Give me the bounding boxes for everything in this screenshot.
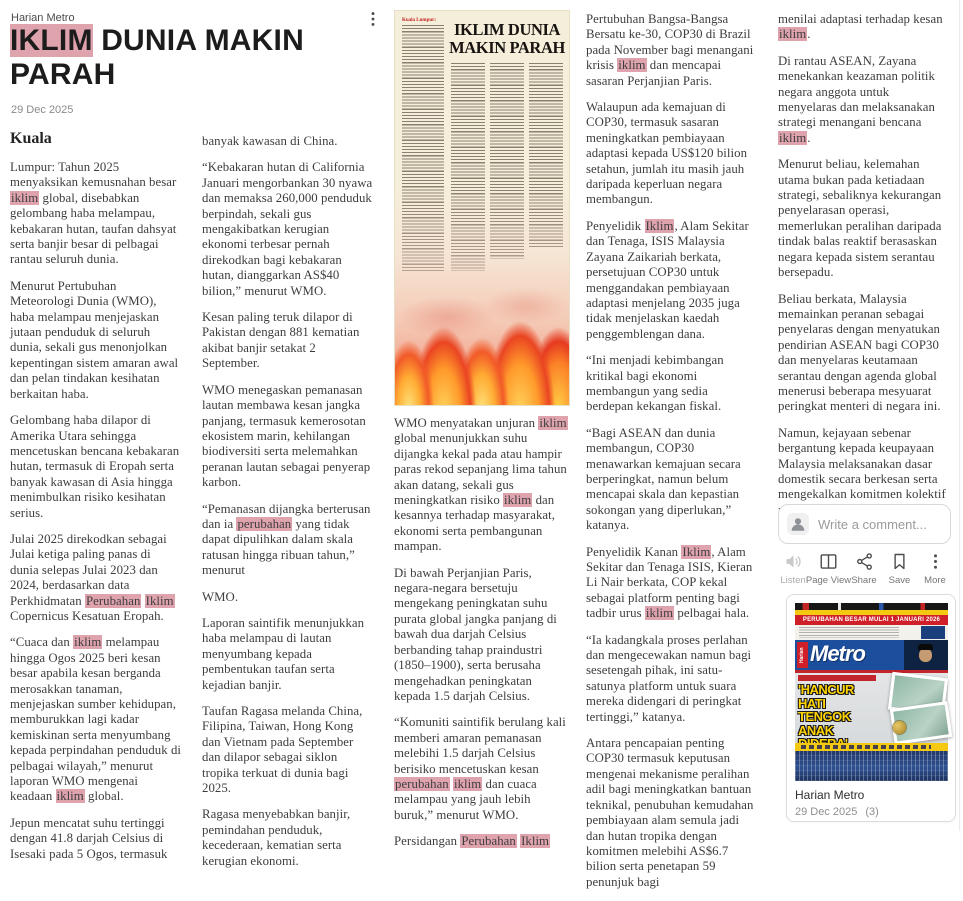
article-column-5 [778,12,950,529]
kebab-icon [925,551,946,572]
more-button[interactable] [918,551,952,586]
cover-red-banner: PERUBAHAN BESAR MULAI 1 JANUARI 2026 [795,615,948,625]
page-view-button[interactable] [805,551,852,586]
article-paragraph: Walaupun ada kemajuan di COP30, termasuk sasaran meningkatkan pembiayaan adaptasi kepada US$120 bilion setahun, jumlah itu masih jauh daripada keperluan negara membangun. [586,100,748,207]
article-column-4 [586,12,758,901]
cover-masthead-vertical-label: Harian [797,642,808,668]
article-column-3 [394,10,570,861]
kebab-menu-icon [363,17,383,32]
cover-headline: 'HANCUR HATI TENGOK ANAK [798,682,854,738]
highlighted-term: perubahan [237,516,292,531]
article-paragraph: Kesan paling teruk dilapor di Pakistan dengan 881 kematian akibat banjir setakat 2 September. [202,310,360,371]
highlighted-term: iklim [618,58,646,73]
pageview-icon [818,551,839,572]
publication-card[interactable] [786,594,956,822]
comment-input[interactable] [818,517,942,532]
speaker-icon [783,551,804,572]
article-paragraph: Pertubuhan Bangsa-Bangsa Bersatu ke-30, COP30 di Brazil pada November bagi menangani krisis iklim dan mencapai sasaran Perjanjian Paris. [586,12,754,88]
newspaper-cover-thumbnail[interactable] [795,603,948,781]
action-label: Save [888,575,911,586]
article-paragraph: Namun, kejayaan sebenar bergantung kepada keupayaan Malaysia melaksanakan dasar domestik secara berkesan serta mengekalkan komitmen kolektif [778,425,946,502]
highlighted-term: Iklim [145,593,174,608]
cover-yellow-strip-2 [795,743,948,751]
article-paragraph: “Komuniti saintifik berulang kali memberi amaran pemanasan melebihi 1.5 darjah Celsius berisiko mencetuskan kesan perubahan iklim dan cuaca melampau yang jauh lebih buruk,” menurut WMO. [394,715,566,822]
article-paragraph: Taufan Ragasa melanda China, Filipina, Taiwan, Hong Kong dan Vietnam pada September dan dilapor sebagai siklon tropika terkuat di dunia bagi 2025. [202,704,363,796]
article-paragraph: Beliau berkata, Malaysia memainkan peranan sebagai penyelaras dengan menyatukan pendirian ASEAN bagi COP30 dan menyelaras keutamaan serantau dengan agenda global menerusi beberapa mesyuarat peringkat menteri di negara ini. [778,291,941,414]
highlighted-term: iklim [645,606,674,621]
article-paragraph: “Pemanasan dijangka berterusan dan ia perubahan yang tidak dapat dipulihkan dalam skala ratusan hingga ribuan tahun,” menurut [202,501,371,578]
highlighted-term: IKLIM [10,24,93,57]
highlighted-term: perubahan [395,776,449,791]
share-button[interactable] [847,551,881,586]
article-paragraph: Penyelidik Iklim, Alam Sekitar dan Tenaga, ISIS Malaysia Zayana Zaikariah berkata, persetujuan COP30 untuk menggandakan pembiayaan adaptasi menjelang 2035 juga tidak menjelaskan kaedah penggemblengan dana. [586,218,749,341]
bookmark-icon [889,551,910,572]
cover-white-row [795,625,948,640]
save-button[interactable] [883,551,917,586]
article-paragraph: Ragasa menyebabkan banjir, pemindahan penduduk, kecederaan, kematian serta kerugian ekonomi. [202,807,351,868]
highlighted-term: Perubahan [85,593,141,608]
article-paragraph: Laporan saintifik menunjukkan haba melampau di lautan menyumbang kepada pembentukan taufan serta kejadian banjir. [202,615,365,692]
article-column-1 [10,130,182,873]
article-menu-button[interactable] [360,6,386,34]
cover-kicker-bar [798,675,876,681]
cover-main-area [795,673,948,743]
article-paragraph: Julai 2025 direkodkan sebagai Julai ketiga paling panas di dunia selepas Julai 2023 dan 2024, berdasarkan data Perkhidmatan Perubahan Iklim Copernicus Kesatuan Eropah. [10,531,174,623]
highlighted-term: iklim [56,789,84,804]
highlighted-term: Iklim [645,218,674,233]
highlighted-term: iklim [74,635,102,650]
article-title: IKLIM DUNIA MAKIN PARAH [10,24,304,91]
article-paragraph: “Ini menjadi kebimbangan kritikal bagi ekonomi membangun yang sedia berdepan kekangan fiskal. [586,353,724,414]
highlighted-term: iklim [779,130,807,145]
publication-card-name: Harian Metro [795,788,865,802]
highlighted-term: iklim [779,27,807,42]
publication-card-date: 29 Dec 2025 (3) [795,806,879,818]
action-bar [776,551,952,586]
highlighted-term: Iklim [521,834,550,849]
article-paragraph: WMO menyatakan unjuran iklim global menunjukkan suhu dijangka kekal pada atau hampir paras rekod sepanjang lima tahun akan datang, sekali gus meningkatkan risiko iklim dan kesannya terhadap masyarakat, ekonomi serta pembangunan mampan. [394,416,567,554]
article-dateline: Kuala [10,130,52,147]
article-paragraph: Antara pencapaian penting COP30 termasuk keputusan mengenai mekanisme peralihan adil bagi meningkatkan bantuan teknikal, penubuhan kemudahan pembiayaan alam semula jadi dan hutan tropika dengan komitmen melebihi AS$6.7 bilion serta penetapan 59 penunjuk bagi [586,736,754,889]
cover-masthead-logo: Metro [810,641,865,666]
article-paragraph: Lumpur: Tahun 2025 menyaksikan kemusnahan besar iklim global, disebabkan gelombang haba melampau, kebakaran hutan, taufan dahsyat serta banjir besar di pelbagai rantau seluruh dunia. [10,160,177,267]
clipping-lead-text: Kuala Lumpur: [402,18,437,23]
publication-card-pages: (3) [865,806,879,818]
highlighted-term: iklim [454,776,482,791]
article-paragraph: Menurut beliau, kelemahan utama bukan pada ketiadaan strategi, sebaliknya kekurangan penyelarasan operasi, memerlukan peralihan daripada tindak balas reaktif berasaskan negara kepada sistem serantau bersepadu. [778,157,942,280]
cover-portrait-photo [904,640,948,670]
article-paragraph: “Kebakaran hutan di California Januari mengorbankan 30 nyawa dan memaksa 260,000 penduduk berpindah, sekali gus mengakibatkan kerugian ekonomi terbesar pernah direkodkan bagi kebakaran hutan, dianggarkan AS$40 bilion,” menurut WMO. [202,160,373,298]
clipping-headline: IKLIM DUNIA MAKIN PARAH [449,20,565,57]
article-paragraph: WMO menegaskan pemanasan lautan membawa kesan jangka panjang, termasuk kemerosotan ekosistem marin, kehilangan biodiversiti serta melemahkan peranan lautan sebagai penyerap karbon. [202,382,371,490]
highlighted-term: iklim [504,493,532,508]
article-paragraph: WMO. [202,589,239,604]
action-label: Listen [780,575,806,586]
cover-masthead [795,640,948,670]
highlighted-term: Perubahan [461,834,516,849]
highlighted-term: iklim [11,190,39,205]
cover-top-bar [795,603,948,610]
article-paragraph: Penyelidik Kanan Iklim, Alam Sekitar dan Tenaga ISIS, Kieran Li Nair berkata, COP kekal sebagai platform penting bagi tadbir urus iklim pelbagai hala. [586,544,753,621]
highlighted-term: Iklim [682,544,711,559]
article-newspaper-clipping-image[interactable] [394,10,570,406]
avatar-icon [787,513,809,535]
article-paragraph: banyak kawasan di China. [202,134,338,148]
share-icon [854,551,875,572]
cover-emblem [893,721,906,734]
publication-name-link[interactable]: Harian Metro [11,12,75,24]
action-label: More [924,575,946,586]
article-paragraph: “Cuaca dan iklim melampau hingga Ogos 2025 beri kesan besar apabila kesan berganda merosakkan tanaman, menjejaskan sumber kehidupan, memburukkan lagi kadar kemiskinan serta menyumbang kepada perpindahan penduduk di pelbagai wilayah,” menurut laporan WMO mengenai keadaan iklim global. [10,635,182,804]
clipping-flames-image [395,255,569,405]
article-date: 29 Dec 2025 [11,104,74,116]
article-column-2 [202,134,374,880]
article-paragraph: Di rantau ASEAN, Zayana menekankan keazaman politik negara anggota untuk menyelaras dan melaksanakan strategi menangani bencana iklim. [778,53,935,145]
article-paragraph: Persidangan Perubahan Iklim [394,834,550,849]
action-label: Page View [805,575,852,586]
comment-box[interactable] [778,504,951,544]
cover-crowd-photo [795,751,948,781]
article-paragraph: Jepun mencatat suhu tertinggi dengan 41.8 darjah Celsius di Isesaki pada 5 Ogos, termasuk [10,815,168,861]
viewport-right-divider [959,0,960,831]
article-paragraph: Di bawah Perjanjian Paris, negara-negara bersetuju mengekang peningkatan suhu purata global jangka panjang di bawah dua darjah Celsius berbanding tahap praindustri (1850–1900), serta berusaha mengehadkan peningkatan kepada 1.5 darjah Celsius. [394,565,557,703]
article-paragraph: Menurut Pertubuhan Meteorologi Dunia (WMO), haba melampau menjejaskan jutaan penduduk di seluruh dunia, sekali gus menonjolkan kepentingan sistem amaran awal dan pelan tindakan kesihatan berkaitan haba. [10,278,179,401]
article-paragraph: “Bagi ASEAN dan dunia membangun, COP30 menawarkan kemajuan secara berperingkat, namun belum mencapai skala dan kepastian sokongan yang diperlukan,” katanya. [586,425,741,533]
article-paragraph: menilai adaptasi terhadap kesan iklim. [778,12,943,42]
article-paragraph: Gelombang haba dilapor di Amerika Utara sehingga mencetuskan bencana kebakaran hutan, termasuk di Eropah serta banyak kawasan di Asia hingga menimbulkan risiko kesihatan serius. [10,413,180,520]
action-label: Share [851,575,877,586]
article-paragraph: “Ia kadangkala proses perlahan dan mengecewakan namun bagi sesetengah pihak, ini satu-satunya platform untuk suara mereka didengari di peringkat tertinggi,” katanya. [586,632,752,724]
highlighted-term: iklim [539,416,567,430]
cover-qr-box [921,626,945,639]
